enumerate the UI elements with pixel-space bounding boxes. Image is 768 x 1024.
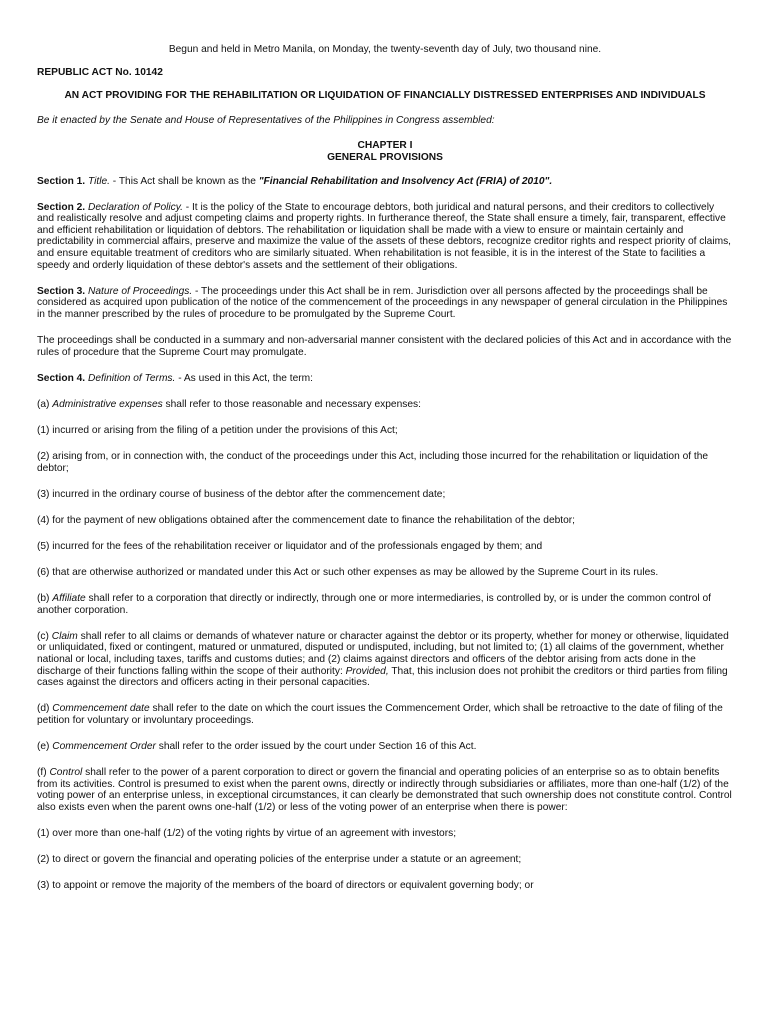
section-label: Section 2.	[37, 201, 86, 213]
section-3-paragraph-2: The proceedings shall be conducted in a summary and non-adversarial manner consistent with the declared policies of this Act and in accordance with the rules of procedure that the Supreme Court may promulgate.	[37, 335, 732, 358]
list-item: (2) arising from, or in connection with, the conduct of the proceedings under this Act, including those incurred for the rehabilitation or liquidation of the debtor;	[37, 450, 709, 474]
definition-b	[37, 593, 733, 616]
list-item: (4) for the payment of new obligations obtained after the commencement date to finance the rehabilitation of the debtor;	[37, 514, 576, 526]
definition-c	[37, 631, 733, 689]
definition-term: Claim	[51, 630, 78, 642]
section-heading: Title.	[87, 175, 110, 187]
definition-text: shall refer to those reasonable and necessary expenses:	[162, 398, 421, 410]
definition-term: Affiliate	[52, 593, 86, 605]
section-3	[37, 286, 733, 321]
definition-text-continued: That, this inclusion does not prohibit the creditors or third parties from filing cases against the directors and officers acting in their personal capacities.	[37, 665, 728, 689]
chapter-number: CHAPTER I	[357, 140, 413, 152]
list-item: (1) over more than one-half (1/2) of the voting rights by virtue of an agreement with investors;	[37, 827, 457, 839]
definition-text: shall refer to a corporation that directly or indirectly, through one or more intermediaries, is controlled by, or is under the common control of another corporation.	[37, 593, 712, 616]
definition-a	[37, 399, 733, 411]
enactment-clause: Be it enacted by the Senate and House of Representatives of the Philippines in Congress assembled:	[37, 114, 495, 126]
section-4	[37, 373, 733, 385]
definition-term: Commencement Order	[52, 740, 156, 752]
definition-text: shall refer to the date on which the court issues the Commencement Order, which shall be retroactive to the date of filing of the petition for voluntary or involuntary proceedings.	[37, 703, 723, 726]
definition-prefix: (a)	[37, 398, 53, 410]
chapter-heading	[37, 140, 733, 163]
chapter-title: GENERAL PROVISIONS	[327, 151, 443, 163]
list-item: (5) incurred for the fees of the rehabilitation receiver or liquidator and of the professionals engaged by them; and	[37, 540, 543, 552]
section-text: - As used in this Act, the term:	[175, 372, 313, 384]
proviso-keyword: Provided,	[345, 665, 389, 677]
section-2	[37, 202, 733, 272]
list-item: (1) incurred or arising from the filing of a petition under the provisions of this Act;	[37, 424, 398, 436]
definition-term: Control	[49, 766, 83, 778]
section-1	[37, 176, 733, 188]
definition-prefix: (f)	[37, 766, 50, 778]
section-label: Section 1.	[37, 175, 86, 187]
section-label: Section 3.	[37, 285, 86, 297]
section-heading: Definition of Terms.	[87, 372, 176, 384]
definition-prefix: (e)	[37, 740, 53, 752]
definition-text: shall refer to the power of a parent corporation to direct or govern the financial and operating policies of an enterprise so as to obtain benefits from its activities. Control is presumed to exist when the parent owns, directly or indirectly through subsidiaries or affiliates, more than one-half (1/2) of the voting power of an enterprise unless, in exceptional circumstances, it can clearly be demonstrated that such ownership does not constitute control. Control also exists even when the parent owns one-half (1/2) or less of the voting power of an enterprise when there is power:	[37, 766, 732, 813]
begun-statement: Begun and held in Metro Manila, on Monday, the twenty-seventh day of July, two thousand nine.	[168, 44, 602, 55]
republic-act-number: REPUBLIC ACT No. 10142	[37, 66, 163, 78]
definition-term: Commencement date	[52, 703, 150, 715]
definition-text: shall refer to all claims or demands of whatever nature or character against the debtor or its property, whether for money or otherwise, liquidated or unliquidated, fixed or contingent, matured or unmatured, disputed or undisputed, including, but not limited to; (1) all claims of the government, whether national or local, including taxes, tariffs and customs duties; and (2) claims against directors and officers of the debtor arising from acts done in the discharge of their functions falling within the scope of their authority:	[37, 630, 729, 677]
definition-prefix: (c)	[37, 630, 52, 642]
document-page	[37, 44, 733, 906]
definition-text: shall refer to the order issued by the court under Section 16 of this Act.	[155, 740, 477, 752]
act-title: AN ACT PROVIDING FOR THE REHABILITATION OR LIQUIDATION OF FINANCIALLY DISTRESSED ENTERPRISES AND INDIVIDUALS	[64, 90, 706, 102]
list-item: (3) to appoint or remove the majority of the members of the board of directors or equivalent governing body; or	[37, 880, 534, 892]
act-short-title: "Financial Rehabilitation and Insolvency Act (FRIA) of 2010".	[258, 175, 553, 187]
list-item: (6) that are otherwise authorized or mandated under this Act or such other expenses as may be allowed by the Supreme Court in its rules.	[37, 566, 659, 578]
section-label: Section 4.	[37, 372, 86, 384]
definition-e	[37, 741, 733, 753]
definition-term: Administrative expenses	[52, 398, 163, 410]
section-heading: Declaration of Policy.	[87, 201, 183, 213]
section-text: - The proceedings under this Act shall be in rem. Jurisdiction over all persons affected by the proceedings shall be considered as acquired upon publication of the notice of the commencement of the proceedings in any newspaper of general circulation in the Philippines in the manner prescribed by the rules of procedure to be promulgated by the Supreme Court.	[37, 285, 728, 320]
section-text: - It is the policy of the State to encourage debtors, both juridical and natural persons, and their creditors to collectively and realistically resolve and adjust competing claims and property rights. In furtherance thereof, the State shall ensure a timely, fair, transparent, effective and efficient rehabilitation or liquidation of debtors. The rehabilitation or liquidation shall be made with a view to ensure or maintain certainly and predictability in commercial affairs, preserve and maximize the value of the assets of these debtors, recognize creditor rights and respect priority of claims, and ensure equitable treatment of creditors who are similarly situated. When rehabilitation is not feasible, it is in the interest of the State to facilities a speedy and orderly liquidation of these debtor's assets and the settlement of their obligations.	[37, 201, 732, 271]
list-item: (2) to direct or govern the financial and operating policies of the enterprise under a statute or an agreement;	[37, 853, 522, 865]
definition-d	[37, 703, 733, 726]
list-item: (3) incurred in the ordinary course of business of the debtor after the commencement date;	[37, 488, 446, 500]
definition-f	[37, 767, 733, 813]
definition-prefix: (d)	[37, 703, 53, 715]
section-text: - This Act shall be known as the	[109, 175, 259, 187]
definition-prefix: (b)	[37, 593, 53, 605]
section-heading: Nature of Proceedings.	[87, 285, 193, 297]
